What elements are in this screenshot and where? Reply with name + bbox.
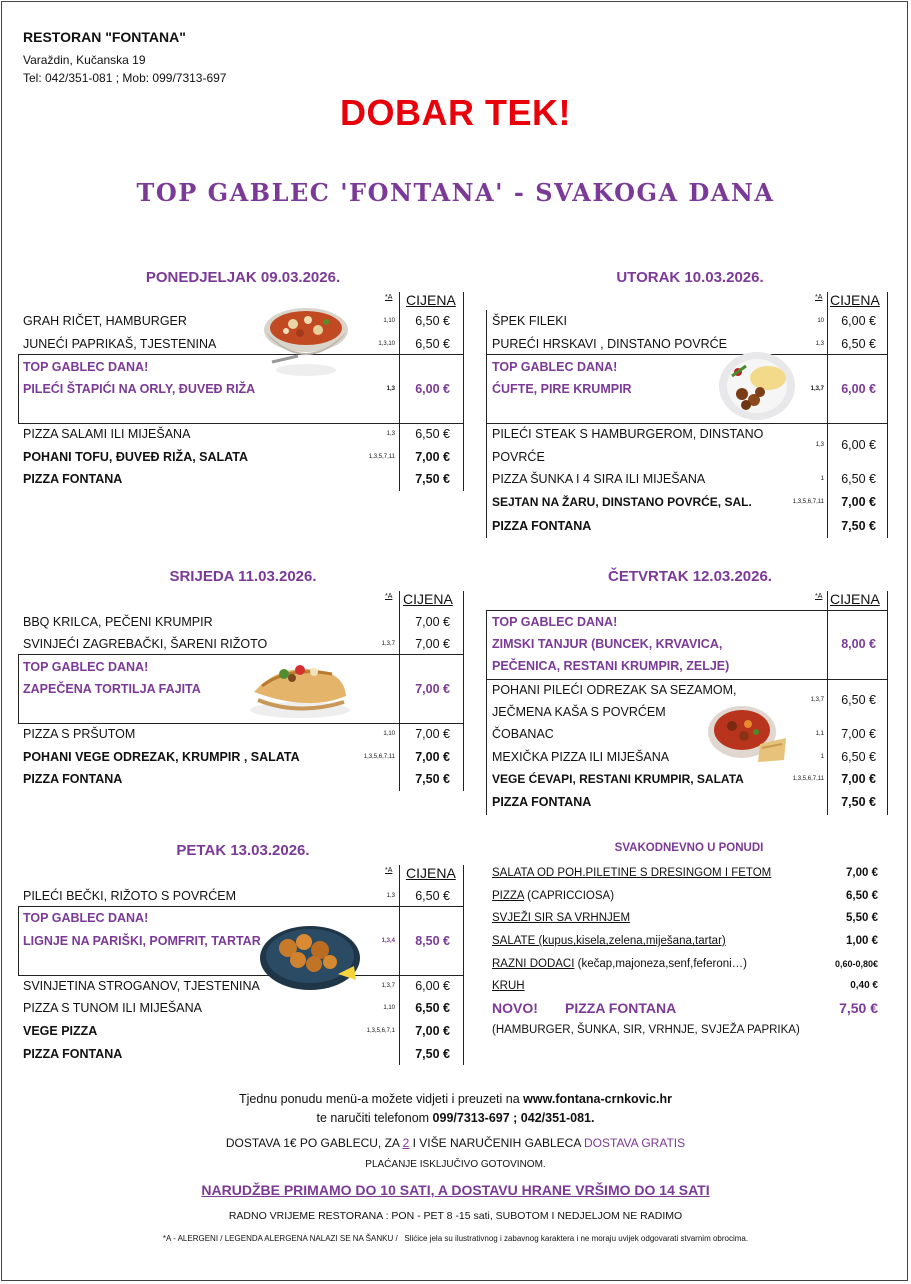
dish-price: 6,50 € bbox=[415, 889, 450, 903]
footer-phone-line: te naručiti telefonom 099/7313-697 ; 042/351-081. bbox=[316, 1111, 595, 1125]
cobanac-stew-image bbox=[704, 698, 788, 766]
footer-website-line: Tjednu ponudu menü-a možete vidjeti i preuzeti na www.fontana-crnkovic.hr bbox=[238, 1092, 673, 1106]
allergen-codes: 10 bbox=[817, 318, 824, 324]
menu-row bbox=[23, 885, 453, 907]
dish-name: PIZZA FONTANA bbox=[23, 1047, 123, 1061]
dish-price: 7,00 € bbox=[415, 750, 450, 764]
allergen-col-header: *A bbox=[385, 593, 393, 600]
allergen-col-header: *A bbox=[385, 867, 393, 874]
menu-row bbox=[492, 515, 882, 537]
menu-row bbox=[492, 723, 882, 745]
daily-row bbox=[492, 975, 878, 997]
dish-name: VEGE ĆEVAPI, RESTANI KRUMPIR, SALATA bbox=[492, 772, 744, 786]
top-gablec-label: TOP GABLEC DANA! bbox=[23, 360, 149, 374]
daily-item-name: KRUH bbox=[492, 980, 525, 992]
dish-name: ZIMSKI TANJUR (BUNCEK, KRVAVICA, bbox=[492, 637, 723, 651]
dish-price: 6,00 € bbox=[415, 979, 450, 993]
top-gablec-label: TOP GABLEC DANA! bbox=[23, 660, 149, 674]
dish-name: GRAH RIČET, HAMBURGER bbox=[23, 314, 187, 328]
allergen-col-header: *A bbox=[815, 593, 823, 600]
dish-name: ŠPEK FILEKI bbox=[492, 314, 568, 328]
menu-row bbox=[492, 791, 882, 813]
allergen-codes: 1,3,5,6,7,11 bbox=[792, 776, 824, 782]
price-col-header: CIJENA bbox=[830, 292, 880, 308]
dish-name: JEČMENA KAŠA S POVRĆEM bbox=[492, 705, 666, 719]
dish-price: 7,00 € bbox=[415, 615, 450, 629]
daily-item-price: 1,00 € bbox=[846, 935, 878, 947]
dish-name: PILEĆI ŠTAPIĆI NA ORLY, ĐUVEĐ RIŽA bbox=[23, 382, 256, 396]
daily-row: PIZZA (CAPRICCIOSA) 6,50 € bbox=[492, 885, 878, 907]
daily-item-price: 6,50 € bbox=[846, 890, 878, 902]
top-gablec-row bbox=[23, 678, 453, 700]
dish-name: PIZZA FONTANA bbox=[23, 472, 123, 486]
menu-row bbox=[23, 1020, 453, 1042]
menu-row bbox=[23, 468, 453, 490]
dish-name: PIZZA S TUNOM ILI MIJEŠANA bbox=[23, 1001, 202, 1015]
daily-row bbox=[492, 907, 878, 929]
dish-name: JUNEĆI PAPRIKAŠ, TJESTENINA bbox=[23, 337, 217, 351]
dish-price: 7,00 € bbox=[415, 1024, 450, 1038]
allergen-codes: 1,3,5,6,7,11 bbox=[363, 754, 395, 760]
dish-name: LIGNJE NA PARIŠKI, POMFRIT, TARTAR bbox=[23, 934, 261, 948]
menu-row bbox=[492, 333, 882, 355]
dish-name: PIZZA FONTANA bbox=[23, 772, 123, 786]
daily-item-price: 5,50 € bbox=[846, 912, 878, 924]
allergen-codes: 1,3,10 bbox=[378, 341, 395, 347]
allergen-codes: 1,10 bbox=[383, 318, 395, 324]
top-gablec-label: TOP GABLEC DANA! bbox=[492, 360, 618, 374]
allergen-codes: 1,3,5,7,11 bbox=[368, 454, 395, 460]
menu-row bbox=[23, 1043, 453, 1065]
daily-item-name: SVJEŽI SIR SA VRHNJEM bbox=[492, 912, 631, 924]
menu-row bbox=[23, 975, 453, 997]
allergen-codes: 1,1 bbox=[815, 731, 824, 737]
dish-price: 6,50 € bbox=[841, 750, 876, 764]
dish-price: 7,00 € bbox=[841, 727, 876, 741]
dish-price: 7,50 € bbox=[841, 795, 876, 809]
footer-legend-line: *A - ALERGENI / LEGENDA ALERGENA NALAZI SE NA ŠANKU / Slićice jela su ilustrativnog i zabavnog karaktera i ne moraju uvijek odgovarati stvarnim obrocima. bbox=[162, 1234, 749, 1243]
dish-price: 6,50 € bbox=[415, 1001, 450, 1015]
price-col-header: CIJENA bbox=[406, 865, 456, 881]
day-title-tuesday: UTORAK 10.03.2026. bbox=[616, 269, 764, 286]
dish-name: POHANI TOFU, ĐUVEĐ RIŽA, SALATA bbox=[23, 450, 248, 464]
dish-price: 8,50 € bbox=[415, 934, 450, 948]
dish-price: 6,50 € bbox=[841, 337, 876, 351]
dish-price: 6,00 € bbox=[841, 314, 876, 328]
dish-name: POHANI PILEĆI ODREZAK SA SEZAMOM, bbox=[492, 683, 737, 697]
dish-name: PEČENICA, RESTANI KRUMPIR, ZELJE) bbox=[492, 659, 730, 673]
allergen-codes: 1,3 bbox=[386, 386, 395, 392]
dish-name: MEXIČKA PIZZA ILI MIJEŠANA bbox=[492, 750, 670, 764]
subtitle: TOP GABLEC 'FONTANA' - SVAKOGA DANA bbox=[136, 178, 775, 207]
column-divider bbox=[486, 310, 487, 538]
dish-name: ZAPEČENA TORTILJA FAJITA bbox=[23, 682, 201, 696]
top-gablec-label: TOP GABLEC DANA! bbox=[492, 615, 618, 629]
allergen-col-header: *A bbox=[385, 294, 393, 301]
top-gablec-row bbox=[492, 655, 882, 677]
daily-item-price: 0,40 € bbox=[850, 980, 878, 991]
dish-name: BBQ KRILCA, PEČENI KRUMPIR bbox=[23, 615, 213, 629]
menu-row bbox=[492, 310, 882, 332]
dish-name: SVINJETINA STROGANOV, TJESTENINA bbox=[23, 979, 260, 993]
dish-price: 6,00 € bbox=[841, 382, 876, 396]
dish-name: ĆUFTE, PIRE KRUMPIR bbox=[492, 382, 632, 396]
dish-name: POHANI VEGE ODREZAK, KRUMPIR , SALATA bbox=[23, 750, 300, 764]
dish-name: PIZZA FONTANA bbox=[492, 795, 592, 809]
dish-name: PILEĆI BEČKI, RIŽOTO S POVRĆEM bbox=[23, 889, 237, 903]
allergen-codes: 1,3 bbox=[815, 341, 824, 347]
website-link[interactable]: www.fontana-crnkovic.hr bbox=[523, 1092, 673, 1106]
menu-row bbox=[23, 997, 453, 1019]
footer-payment-line: PLAĆANJE ISKLJUČIVO GOTOVINOM. bbox=[365, 1159, 546, 1170]
top-gablec-row bbox=[23, 378, 453, 400]
top-gablec-row bbox=[492, 378, 882, 400]
novo-description: (HAMBURGER, ŠUNKA, SIR, VRHNJE, SVJEŽA PAPRIKA) bbox=[492, 1024, 800, 1036]
top-gablec-label: TOP GABLEC DANA! bbox=[23, 911, 149, 925]
dish-price: 7,00 € bbox=[841, 495, 876, 509]
dish-price: 6,00 € bbox=[841, 438, 876, 452]
top-gablec-row bbox=[23, 930, 453, 952]
soup-bowl-image bbox=[258, 300, 350, 380]
dish-name: PIZZA S PRŠUTOM bbox=[23, 727, 136, 741]
daily-item-price: 7,00 € bbox=[846, 867, 878, 879]
dish-name: POVRĆE bbox=[492, 450, 545, 464]
dish-name: SVINJEĆI ZAGREBAČKI, ŠARENI RIŽOTO bbox=[23, 637, 268, 651]
tortilla-fajita-image bbox=[248, 652, 352, 720]
top-gablec-price bbox=[492, 633, 882, 655]
daily-item-price: 0,60-0,80€ bbox=[834, 959, 878, 969]
dish-name: ČOBANAC bbox=[492, 727, 554, 741]
dish-name: PIZZA SALAMI ILI MIJEŠANA bbox=[23, 427, 191, 441]
day-title-monday: PONEDJELJAK 09.03.2026. bbox=[145, 269, 341, 286]
menu-row bbox=[23, 446, 453, 468]
allergen-codes: 1,3,5,6,7,1 bbox=[366, 1028, 395, 1034]
novo-name: PIZZA FONTANA bbox=[565, 1000, 677, 1016]
dish-price: 6,50 € bbox=[415, 314, 450, 328]
dish-price: 7,00 € bbox=[415, 450, 450, 464]
allergen-codes: 1,3 bbox=[815, 442, 824, 448]
daily-row bbox=[492, 862, 878, 884]
novo-row bbox=[492, 997, 878, 1019]
allergen-codes: 1,3,4 bbox=[381, 938, 395, 944]
menu-row-values bbox=[492, 689, 882, 711]
dish-name: SEJTAN NA ŽARU, DINSTANO POVRĆE, SAL. bbox=[492, 495, 752, 509]
allergen-codes: 1 bbox=[820, 754, 824, 760]
menu-row bbox=[492, 746, 882, 768]
price-col-header: CIJENA bbox=[406, 292, 456, 308]
day-title-wednesday: SRIJEDA 11.03.2026. bbox=[169, 568, 317, 585]
dish-price: 7,50 € bbox=[841, 519, 876, 533]
dish-price: 6,50 € bbox=[841, 472, 876, 486]
menu-row bbox=[492, 768, 882, 790]
daily-item-name: SALATA OD POH.PILETINE S DRESINGOM I FETOM bbox=[492, 867, 772, 879]
menu-row bbox=[492, 468, 882, 490]
day-title-thursday: ČETVRTAK 12.03.2026. bbox=[608, 568, 772, 585]
daily-offer-title: SVAKODNEVNO U PONUDI bbox=[614, 842, 764, 854]
footer-orders-line: NARUDŽBE PRIMAMO DO 10 SATI, A DOSTAVU HRANE VRŠIMO DO 14 SATI bbox=[201, 1182, 710, 1198]
restaurant-name: RESTORAN "FONTANA" bbox=[23, 29, 186, 45]
footer-hours-line: RADNO VRIJEME RESTORANA : PON - PET 8 -15 sati, SUBOTOM I NEDJELJOM NE RADIMO bbox=[228, 1210, 683, 1222]
meatballs-plate-image bbox=[716, 350, 798, 422]
menu-row bbox=[23, 723, 453, 745]
menu-row bbox=[23, 633, 453, 655]
dish-price: 6,50 € bbox=[415, 427, 450, 441]
price-col-header: CIJENA bbox=[830, 591, 880, 607]
restaurant-phones: Tel: 042/351-081 ; Mob: 099/7313-697 bbox=[23, 71, 227, 85]
footer-delivery-line: DOSTAVA 1€ PO GABLECU, ZA 2 I VIŠE NARUČENIH GABLECA DOSTAVA GRATIS bbox=[225, 1136, 686, 1150]
dish-name: PILEĆI STEAK S HAMBURGEROM, DINSTANO bbox=[492, 427, 764, 441]
dish-name: PUREĆI HRSKAVI , DINSTANO POVRĆE bbox=[492, 337, 727, 351]
menu-row bbox=[23, 333, 453, 355]
dish-price: 8,00 € bbox=[841, 637, 876, 651]
dish-price: 7,50 € bbox=[415, 472, 450, 486]
allergen-codes: 1,3 bbox=[386, 893, 395, 899]
menu-row bbox=[492, 491, 882, 513]
dish-price: 7,00 € bbox=[415, 727, 450, 741]
allergen-codes: 1,10 bbox=[383, 1005, 395, 1011]
dish-price: 6,00 € bbox=[415, 382, 450, 396]
column-divider bbox=[486, 680, 487, 815]
daily-item-name: SALATE (kupus,kisela,zelena,miješana,tartar) bbox=[492, 935, 726, 947]
restaurant-address: Varaždin, Kučanska 19 bbox=[23, 53, 146, 67]
dish-price: 6,50 € bbox=[415, 337, 450, 351]
allergen-col-header: *A bbox=[815, 294, 823, 301]
price-col-header: CIJENA bbox=[403, 591, 453, 607]
allergen-codes: 1,3,7 bbox=[810, 386, 824, 392]
daily-row: RAZNI DODACI (kečap,majoneza,senf,feferoni…) 0,60-0,80€ bbox=[492, 953, 878, 975]
dish-price: 7,00 € bbox=[415, 682, 450, 696]
menu-row bbox=[23, 611, 453, 633]
allergen-codes: 1,3 bbox=[386, 431, 395, 437]
dish-price: 7,00 € bbox=[415, 637, 450, 651]
allergen-codes: 1,3,5,6,7,11 bbox=[792, 499, 824, 505]
dish-price: 7,50 € bbox=[415, 1047, 450, 1061]
menu-row bbox=[23, 423, 453, 445]
dish-price: 7,00 € bbox=[841, 772, 876, 786]
dish-price: 6,50 € bbox=[841, 693, 876, 707]
dish-name: PIZZA ŠUNKA I 4 SIRA ILI MIJEŠANA bbox=[492, 472, 706, 486]
novo-label: NOVO! bbox=[492, 1000, 538, 1016]
daily-row bbox=[492, 930, 878, 952]
daily-item-name: PIZZA bbox=[492, 890, 524, 902]
allergen-codes: 1,10 bbox=[383, 731, 395, 737]
menu-row bbox=[23, 746, 453, 768]
novo-price: 7,50 € bbox=[839, 1000, 878, 1016]
allergen-codes: 1,3,7 bbox=[810, 697, 824, 703]
allergen-codes: 1,3,7 bbox=[381, 641, 395, 647]
menu-row bbox=[23, 768, 453, 790]
day-title-friday: PETAK 13.03.2026. bbox=[176, 842, 310, 859]
dish-name: VEGE PIZZA bbox=[23, 1024, 98, 1038]
dish-name: PIZZA FONTANA bbox=[492, 519, 592, 533]
menu-row bbox=[23, 310, 453, 332]
daily-item-name: RAZNI DODACI bbox=[492, 958, 575, 970]
slogan: DOBAR TEK! bbox=[340, 92, 571, 133]
allergen-codes: 1 bbox=[820, 476, 824, 482]
menu-row-values bbox=[492, 434, 882, 456]
dish-price: 7,50 € bbox=[415, 772, 450, 786]
allergen-codes: 1,3,7 bbox=[381, 983, 395, 989]
